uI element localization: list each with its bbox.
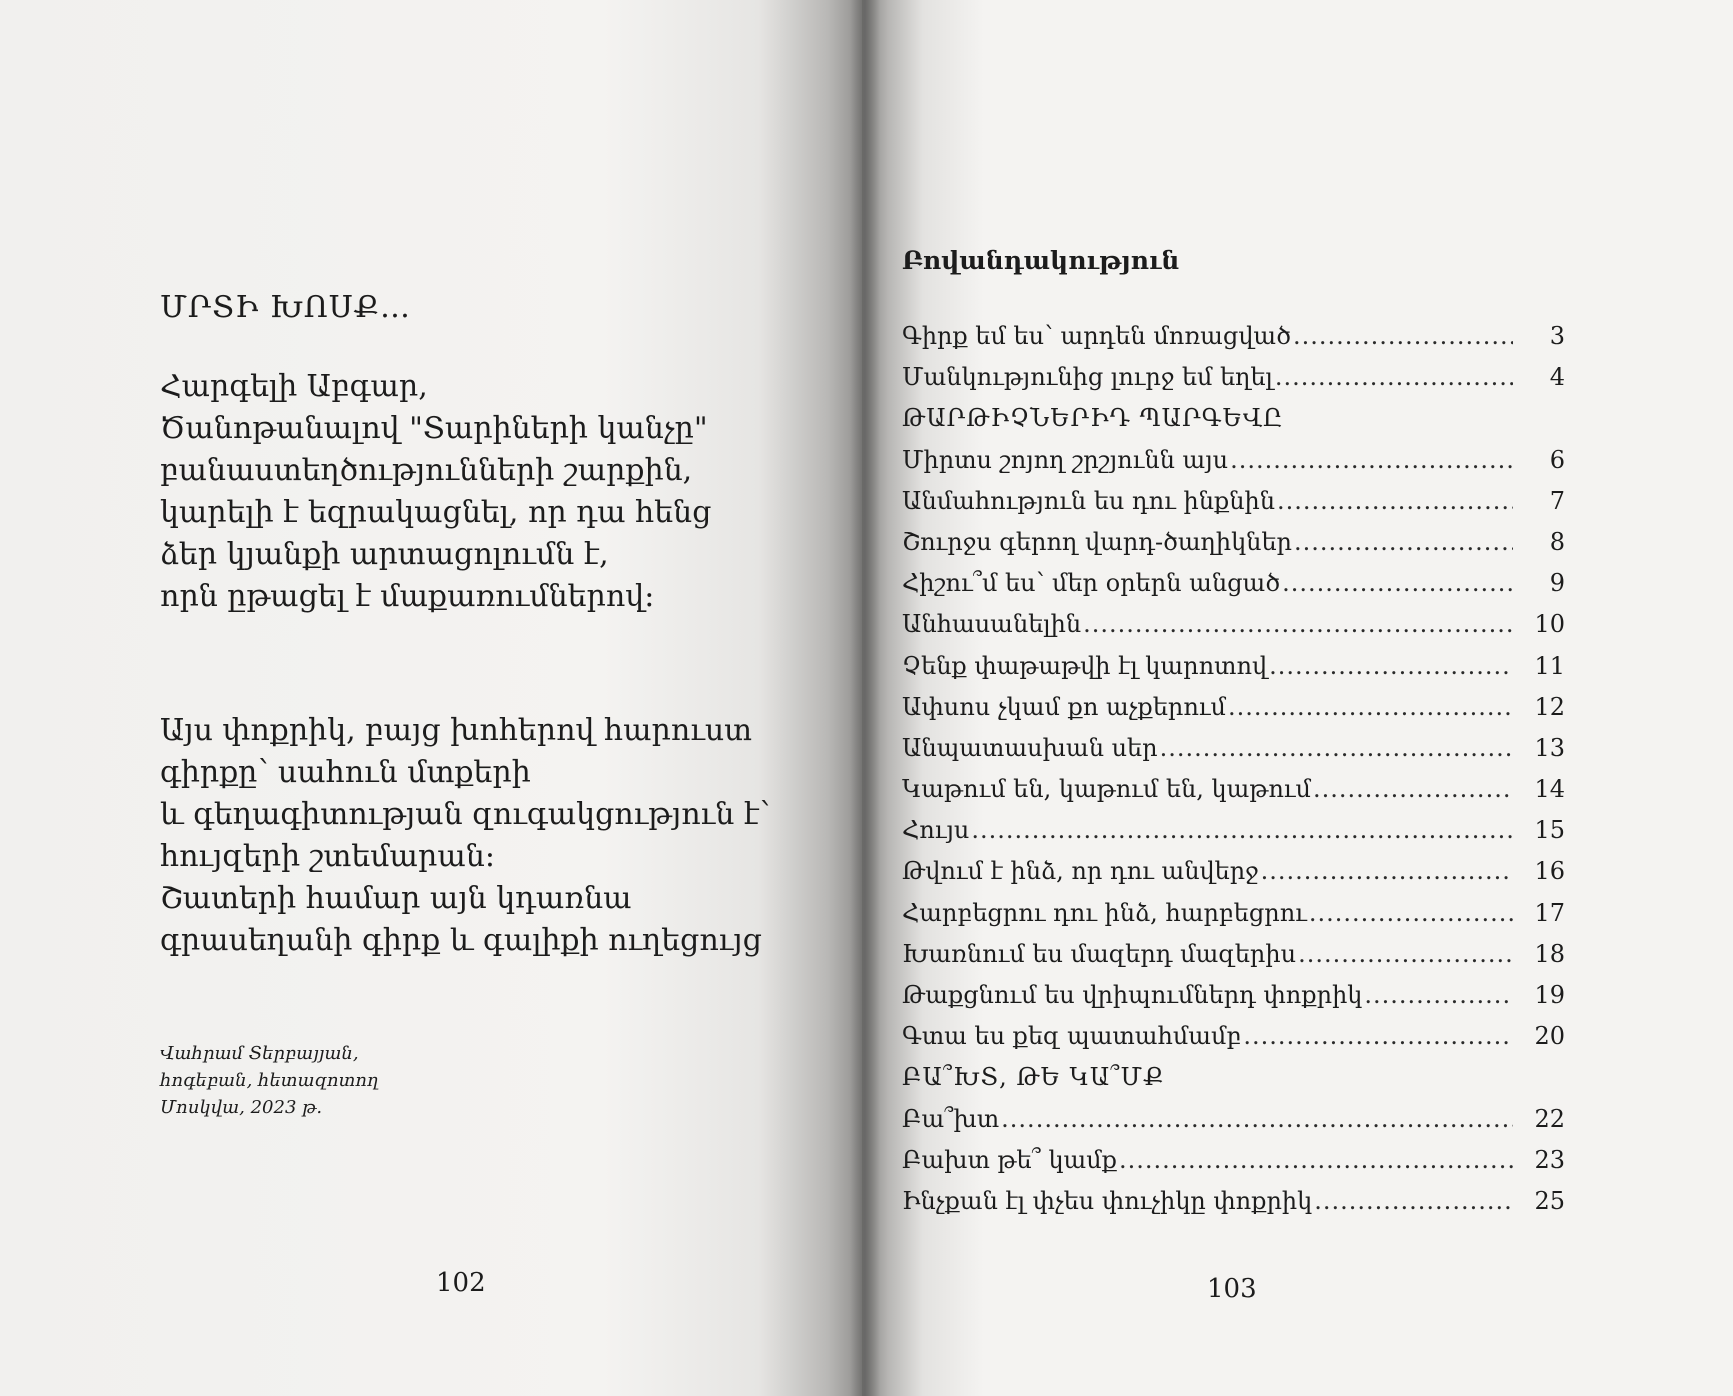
left-page (0, 0, 862, 1396)
toc-entry-page: 9 (1549, 569, 1565, 598)
toc-heading: Բովանդակություն (902, 246, 1180, 275)
toc-leader-dots (1314, 1187, 1513, 1215)
toc-entry-title: Կաթում են, կաթում են, կաթում (902, 775, 1311, 804)
body-paragraph (160, 710, 770, 962)
toc-entry-title: Գտա ես քեզ պատահմամբ (902, 1022, 1242, 1051)
signature-author: Վահրամ Տերբայյան, (160, 1043, 359, 1064)
text-line: ձեր կյանքի արտացոլումն է, (160, 537, 609, 572)
toc-entry (902, 322, 1565, 363)
toc-entry-title: Հույս (902, 816, 970, 845)
toc-leader-dots (1119, 1146, 1513, 1174)
toc-leader-dots (1261, 857, 1513, 885)
toc-entry-page: 12 (1534, 692, 1565, 721)
text-line: Ծանոթանալով "Տարիների կանչը" (160, 411, 708, 446)
toc-entry-title: Մանկությունից լուրջ եմ եղել (902, 363, 1273, 392)
toc-entry-page: 6 (1549, 445, 1565, 474)
toc-entry-page: 4 (1549, 363, 1565, 392)
toc-leader-dots (1243, 1022, 1513, 1050)
toc-entry (902, 363, 1565, 404)
toc-entry-page: 25 (1534, 1186, 1565, 1215)
toc-entry (902, 1146, 1565, 1187)
toc-entry-title: ԹԱՐԹԻՉՆԵՐԻԴ ՊԱՐԳԵՎԸ (902, 404, 1284, 433)
toc-entry-title: Բախտ թե՞ կամք (902, 1145, 1118, 1174)
page-number-right: 103 (1207, 1274, 1257, 1304)
toc-entry-title: Խառնում ես մազերդ մազերիս (902, 939, 1297, 968)
toc-leader-dots (1083, 610, 1513, 638)
toc-entry (902, 734, 1565, 775)
toc-entry-title: Բա՞խտ (902, 1104, 1000, 1133)
table-of-contents (902, 322, 1565, 1228)
toc-entry (902, 816, 1565, 857)
toc-leader-dots (1313, 775, 1513, 803)
toc-entry (902, 569, 1565, 610)
toc-entry-page: 17 (1534, 898, 1565, 927)
toc-entry-page: 18 (1534, 939, 1565, 968)
book-spine-shadow (850, 0, 880, 1396)
text-line: Շատերի համար այն կդառնա (160, 881, 632, 916)
toc-leader-dots (1282, 569, 1513, 597)
toc-entry (902, 487, 1565, 528)
text-line: Հարգելի Աբգար, (160, 369, 428, 404)
toc-leader-dots (1293, 322, 1513, 350)
text-line: բանաստեղծությունների շարքին, (160, 453, 693, 488)
toc-entry-page: 19 (1534, 981, 1565, 1009)
toc-entry (902, 1187, 1565, 1228)
toc-leader-dots (1309, 899, 1513, 927)
text-line: և գեղագիտության զուգակցություն է՝ (160, 797, 771, 832)
signature-role: հոգեբան, հետազոտող (160, 1070, 379, 1091)
toc-entry (902, 528, 1565, 569)
text-line: Այս փոքրիկ, բայց խոհերով հարուստ (160, 713, 753, 748)
toc-leader-dots (1269, 652, 1513, 680)
toc-entry-title: ԲԱ՞ԽՏ, ԹԵ ԿԱ՞ՄՔ (902, 1063, 1165, 1092)
toc-entry-title: Անմահություն ես դու ինքնին (902, 486, 1275, 515)
toc-leader-dots (1275, 363, 1513, 391)
toc-leader-dots (971, 816, 1513, 844)
toc-entry (902, 1105, 1565, 1146)
toc-entry (902, 981, 1565, 1022)
page-number-left: 102 (436, 1268, 486, 1298)
toc-leader-dots (1364, 981, 1513, 1009)
toc-entry-page: 14 (1534, 775, 1565, 804)
signature-block (160, 1040, 379, 1121)
toc-entry (902, 446, 1565, 487)
toc-entry-title: Միրտս շոյող շրշյունն այս (902, 445, 1229, 474)
toc-entry-title: Հիշու՞մ ես՝ մեր օրերն անցած (902, 569, 1281, 598)
text-line: որն ըթացել է մաքառումներով: (160, 579, 655, 614)
toc-entry-page: 23 (1534, 1145, 1565, 1174)
toc-section-heading (902, 1063, 1565, 1104)
toc-leader-dots (1228, 693, 1513, 721)
toc-entry-title: Ափսոս չկամ քո աչքերում (902, 692, 1226, 721)
toc-entry-page: 16 (1534, 857, 1565, 886)
toc-entry-title: Թաքցնում ես վրիպումներդ փոքրիկ (902, 981, 1363, 1009)
toc-entry-page: 3 (1549, 322, 1565, 350)
toc-entry (902, 693, 1565, 734)
toc-leader-dots (1160, 734, 1513, 762)
toc-entry-page: 11 (1534, 651, 1565, 680)
toc-entry (902, 775, 1565, 816)
toc-entry-title: Չենք փաթաթվի էլ կարոտով (902, 651, 1268, 680)
toc-entry-title: Ինչքան էլ փչես փուչիկը փոքրիկ (902, 1186, 1313, 1215)
toc-entry-page: 7 (1549, 486, 1565, 515)
toc-section-heading (902, 404, 1565, 445)
toc-entry (902, 610, 1565, 651)
toc-entry (902, 1022, 1565, 1063)
text-line: գրասեղանի գիրք և գալիքի ուղեցույց (160, 923, 762, 958)
left-page-title: ՄՐՏԻ ԽՈՍՔ… (160, 290, 411, 325)
toc-entry-title: Հարբեցրու դու ինձ, հարբեցրու (902, 898, 1307, 927)
toc-entry-title: Շուրջս գերող վարդ-ծաղիկներ (902, 527, 1292, 556)
toc-entry-page: 13 (1534, 733, 1565, 762)
toc-entry-page: 10 (1534, 610, 1565, 639)
toc-entry-title: Անհասանելին (902, 610, 1082, 639)
toc-entry-page: 8 (1549, 527, 1565, 556)
toc-entry-title: Գիրք եմ ես՝ արդեն մոռացված (902, 322, 1291, 350)
toc-entry-page: 20 (1534, 1022, 1565, 1051)
toc-leader-dots (1294, 528, 1513, 556)
toc-leader-dots (1277, 487, 1513, 515)
toc-entry (902, 652, 1565, 693)
toc-leader-dots (1298, 940, 1513, 968)
toc-entry-page: 22 (1534, 1104, 1565, 1133)
toc-entry (902, 899, 1565, 940)
toc-leader-dots (1230, 446, 1513, 474)
toc-leader-dots (1001, 1105, 1513, 1133)
intro-paragraph (160, 366, 711, 618)
toc-entry (902, 857, 1565, 898)
toc-entry (902, 940, 1565, 981)
toc-entry-page: 15 (1534, 816, 1565, 845)
text-line: հույզերի շտեմարան: (160, 839, 495, 874)
text-line: գիրքը՝ սահուն մտքերի (160, 755, 531, 790)
signature-place-date: Մոսկվա, 2023 թ. (160, 1097, 323, 1118)
text-line: կարելի է եզրակացնել, որ դա հենց (160, 495, 712, 530)
toc-entry-title: Անպատասխան սեր (902, 733, 1158, 762)
toc-entry-title: Թվում է ինձ, որ դու անվերջ (902, 857, 1259, 886)
